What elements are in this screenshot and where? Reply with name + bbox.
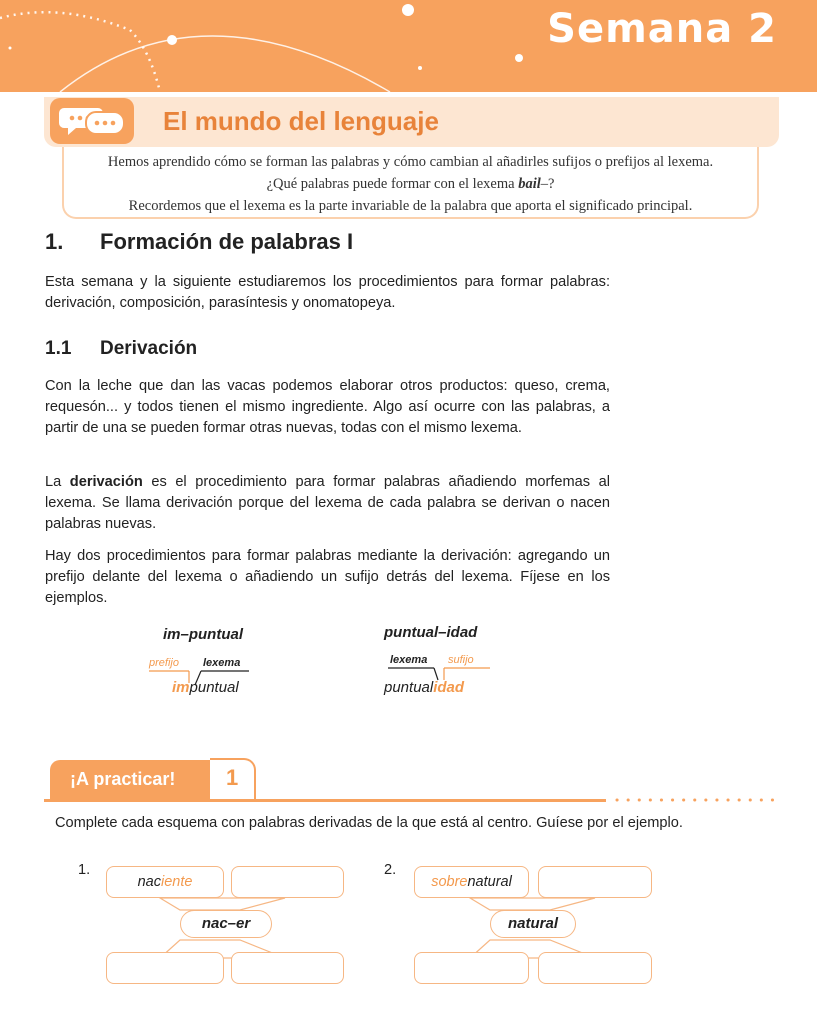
practice-divider: [44, 799, 606, 802]
scheme-2-box-top-right[interactable]: [538, 866, 652, 898]
example-right-word: puntualidad: [384, 679, 465, 696]
scheme-1-box-top-right[interactable]: [231, 866, 344, 898]
scheme-2-box-bottom-left[interactable]: [414, 952, 529, 984]
example-left-label-prefijo: prefijo: [149, 657, 179, 669]
scheme-1-box-bottom-right[interactable]: [231, 952, 344, 984]
example-right-label-lexema: lexema: [390, 654, 428, 666]
intro-line-2: ¿Qué palabras puede formar con el lexema bail–?: [266, 176, 555, 192]
scheme-2-center: natural: [490, 910, 576, 938]
section-title: El mundo del lenguaje: [163, 106, 439, 136]
paragraph-procedimientos: Hay dos procedimientos para formar palabras mediante la derivación: agregando un prefijo delante del lexema o añadiendo un sufijo detrás del lexema. Fíjese en los ejemplos.: [45, 548, 610, 606]
speech-bubbles-icon: [50, 98, 134, 144]
heading-formacion: 1. Formación de palabras I: [45, 229, 354, 254]
intro-line-1: Hemos aprendido cómo se forman las palabras y cómo cambian al añadirles sufijos o prefijos al lexema.: [107, 154, 714, 170]
example-right-head: puntual–idad: [384, 624, 478, 641]
example-left-label-lexema: lexema: [203, 657, 241, 669]
practice-dots: [615, 796, 785, 804]
example-right-label-sufijo: sufijo: [448, 654, 474, 666]
practice-label: ¡A practicar!: [70, 769, 176, 789]
practice-instruction: Complete cada esquema con palabras derivadas de la que está al centro. Guíese por el ejemplo.: [55, 815, 683, 831]
scheme-2-box-bottom-right[interactable]: [538, 952, 652, 984]
scheme-1-number: 1.: [78, 862, 91, 878]
scheme-1-box-bottom-left[interactable]: [106, 952, 224, 984]
heading-derivacion: 1.1 Derivación: [45, 338, 198, 359]
paragraph-leche: Con la leche que dan las vacas podemos elaborar otros productos: queso, crema, requesón... y todos tienen el mismo ingrediente. Algo así ocurre con las palabras, a partir de una se pueden formar otras nuevas, todas con el mismo lexema.: [45, 378, 610, 436]
intro-box: [62, 147, 759, 219]
paragraph-intro: Esta semana y la siguiente estudiaremos los procedimientos para formar palabras: derivación, composición, parasíntesis y onomatopeya.: [45, 274, 610, 311]
week-title: Semana 2: [547, 6, 777, 52]
paragraph-derivacion-def: La derivación es el procedimiento para formar palabras añadiendo morfemas al lexema. Se llama derivación porque del lexema de cada palabra se derivan o nacen palabras nuevas.: [45, 474, 610, 532]
intro-line-3: Recordemos que el lexema es la parte invariable de la palabra que aporta el significado principal.: [128, 198, 693, 214]
example-left-word: impuntual: [172, 679, 239, 696]
scheme-1-center: nac–er: [180, 910, 272, 938]
example-left-head: im–puntual: [163, 626, 244, 643]
scheme-2-box-top-left[interactable]: sobrenatural: [414, 866, 529, 898]
page-header: [0, 0, 817, 92]
scheme-2-number: 2.: [384, 862, 397, 878]
scheme-1-box-top-left[interactable]: naciente: [106, 866, 224, 898]
practice-number: 1: [226, 765, 239, 790]
